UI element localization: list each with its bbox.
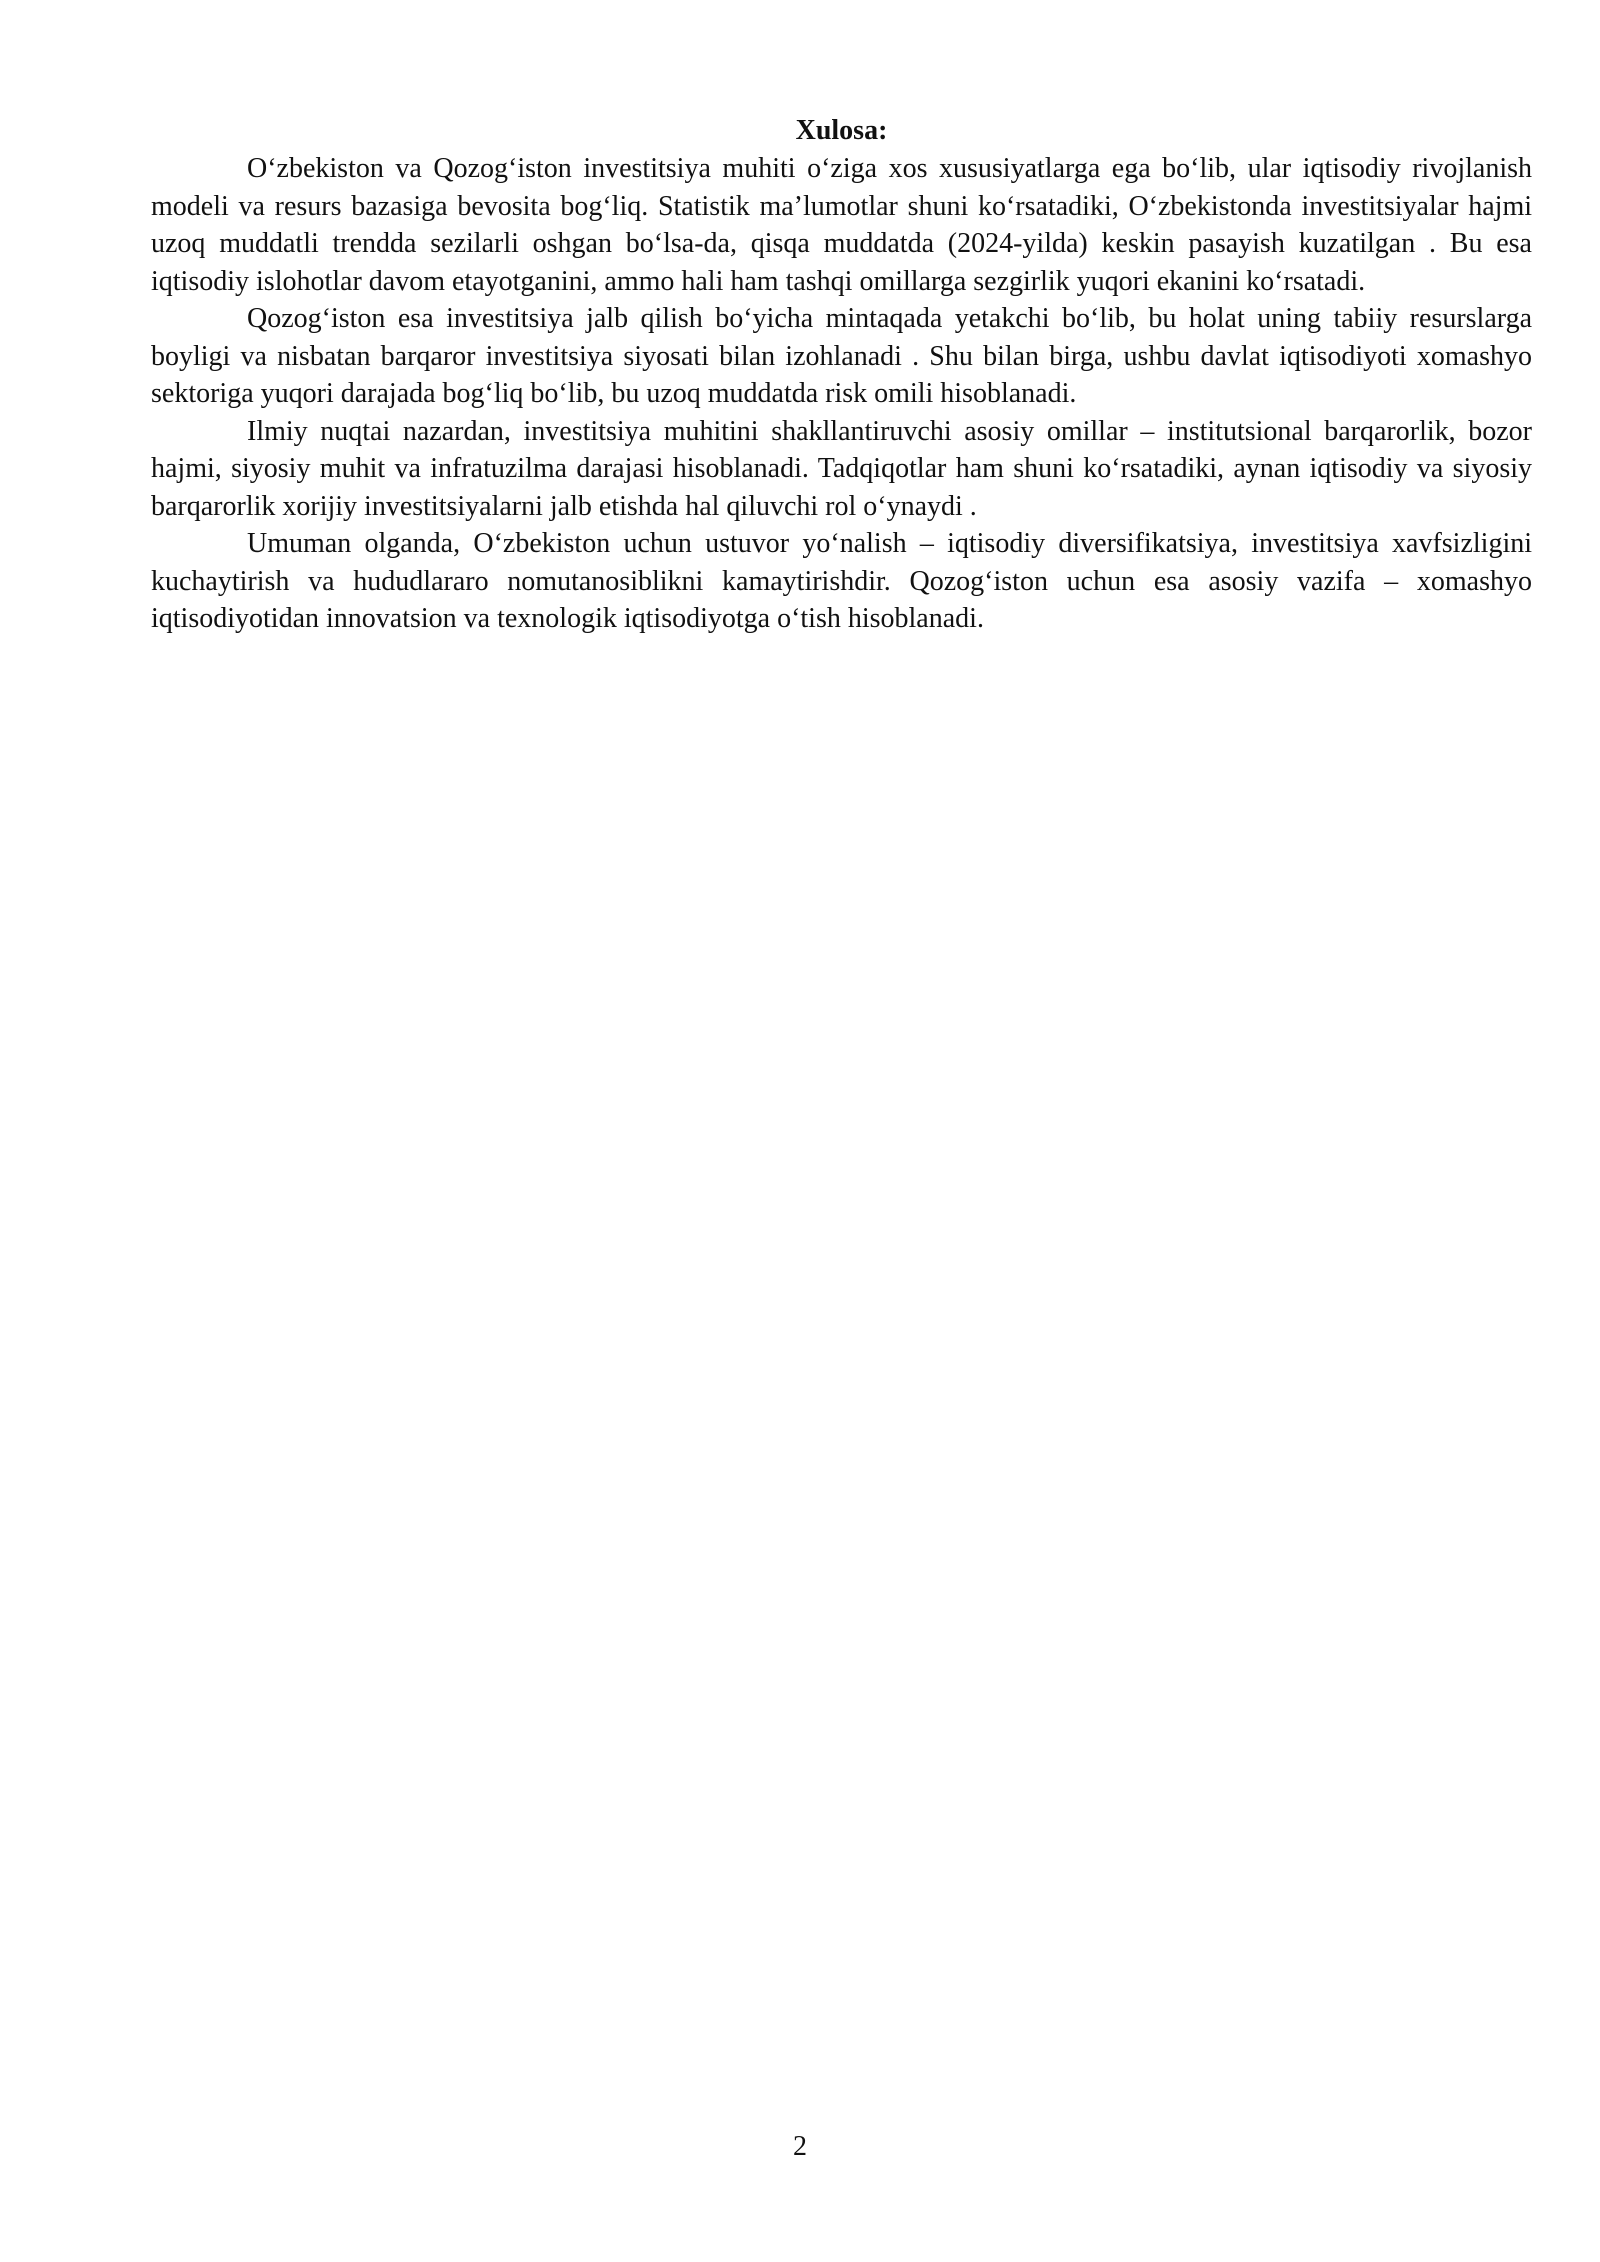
page-number: 2 [793, 2131, 807, 2162]
paragraph-3: Ilmiy nuqtai nazardan, investitsiya muhitini shakllantiruvchi asosiy omillar – institutsional barqarorlik, bozor hajmi, siyosiy muhit va infratuzilma darajasi hisoblanadi. Tadqiqotlar ham shuni ko‘rsatadiki, aynan iqtisodiy va siyosiy barqarorlik xorijiy investitsiyalarni jalb etishda hal qiluvchi rol o‘ynaydi . [151, 415, 1532, 522]
paragraph-1: O‘zbekiston va Qozog‘iston investitsiya muhiti o‘ziga xos xususiyatlarga ega bo‘lib, ular iqtisodiy rivojlanish modeli va resurs bazasiga bevosita bog‘liq. Statistik ma’lumotlar shuni ko‘rsatadiki, O‘zbekistonda investitsiyalar hajmi uzoq muddatli trendda sezilarli oshgan bo‘lsa-da, qisqa muddatda (2024-yilda) keskin pasayish kuzatilgan . Bu esa iqtisodiy islohotlar davom etayotganini, ammo hali ham tashqi omillarga sezgirlik yuqori ekanini ko‘rsatadi. [151, 153, 1532, 297]
section-title: Xulosa: [795, 115, 888, 146]
paragraph-2: Qozog‘iston esa investitsiya jalb qilish bo‘yicha mintaqada yetakchi bo‘lib, bu holat uning tabiiy resurslarga boyligi va nisbatan barqaror investitsiya siyosati bilan izohlanadi . Shu bilan birga, ushbu davlat iqtisodiyoti xomashyo sektoriga yuqori darajada bog‘liq bo‘lib, bu uzoq muddatda risk omili hisoblanadi. [151, 303, 1532, 409]
paragraph-4: Umuman olganda, O‘zbekiston uchun ustuvor yo‘nalish – iqtisodiy diversifikatsiya, investitsiya xavfsizligini kuchaytirish va hududlararo nomutanosiblikni kamaytirishdir. Qozog‘iston uchun esa asosiy vazifa – xomashyo iqtisodiyotidan innovatsion va texnologik iqtisodiyotga o‘tish hisoblanadi. [151, 528, 1532, 634]
